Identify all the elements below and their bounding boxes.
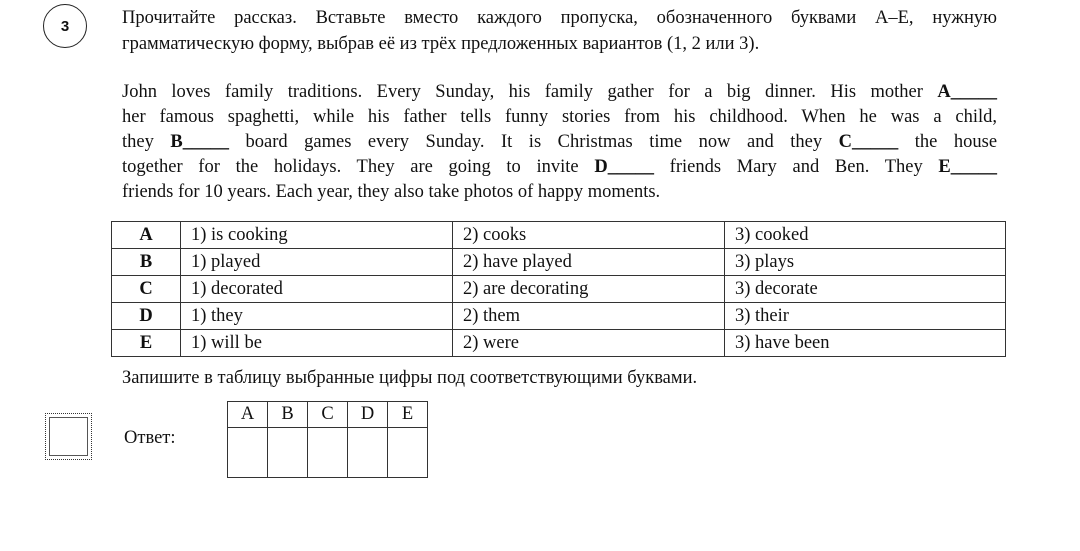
option-2: 2) are decorating [453,276,725,303]
answer-header: D [348,402,388,428]
option-1: 1) they [181,303,453,330]
row-letter: B [112,249,181,276]
option-1: 1) will be [181,330,453,357]
story-line-3: they B_____ board games every Sunday. It is Christmas time now and they C_____ the house [122,132,998,152]
option-3: 3) plays [725,249,1006,276]
answer-input-row [228,428,428,478]
gap-a: A_____ [937,82,997,102]
option-3: 3) their [725,303,1006,330]
option-2: 2) were [453,330,725,357]
answer-header-row [228,402,428,428]
task-number-badge [43,4,87,48]
answer-cell-c[interactable] [308,428,348,478]
answer-score-box[interactable] [45,413,92,460]
answer-header: A [228,402,268,428]
task-number: 3 [60,17,70,35]
answer-header: B [268,402,308,428]
gap-e: E_____ [938,157,998,177]
story-line-4: together for the holidays. They are going to invite D_____ friends Mary and Ben. They E_____ [122,157,998,177]
answer-cell-d[interactable] [348,428,388,478]
gap-c: C_____ [838,132,899,152]
option-3: 3) decorate [725,276,1006,303]
story-line-2: her famous spaghetti, while his father tells funny stories from his childhood. When he was a child, [122,107,997,127]
answer-header: E [388,402,428,428]
option-2: 2) cooks [453,222,725,249]
options-table [111,221,1006,357]
option-1: 1) decorated [181,276,453,303]
option-3: 3) cooked [725,222,1006,249]
option-1: 1) is cooking [181,222,453,249]
answer-cell-b[interactable] [268,428,308,478]
gap-b: B_____ [170,132,229,152]
write-instruction: Запишите в таблицу выбранные цифры под соответствующими буквами. [122,368,698,388]
answer-cell-e[interactable] [388,428,428,478]
options-row-d [112,303,1006,330]
options-row-a [112,222,1006,249]
answer-cell-a[interactable] [228,428,268,478]
option-2: 2) them [453,303,725,330]
task-instruction: Прочитайте рассказ. Вставьте вместо каждого пропуска, обозначенного буквами А–Е, нужную грамматическую форму, выбрав её из трёх предложенных вариантов (1, 2 или 3). [122,8,997,54]
story-line-5: friends for 10 years. Each year, they also take photos of happy moments. [122,182,661,202]
row-letter: C [112,276,181,303]
option-2: 2) have played [453,249,725,276]
story-text [122,80,997,205]
options-row-e [112,330,1006,357]
story-line-1: John loves family traditions. Every Sunday, his family gather for a big dinner. His mother A_____ [122,82,997,102]
answer-score-box-inner [49,417,88,456]
option-3: 3) have been [725,330,1006,357]
answer-header: C [308,402,348,428]
row-letter: A [112,222,181,249]
row-letter: D [112,303,181,330]
row-letter: E [112,330,181,357]
options-row-b [112,249,1006,276]
options-row-c [112,276,1006,303]
option-1: 1) played [181,249,453,276]
gap-d: D_____ [594,157,654,177]
answer-label: Ответ: [124,428,176,448]
answer-table [227,401,428,478]
